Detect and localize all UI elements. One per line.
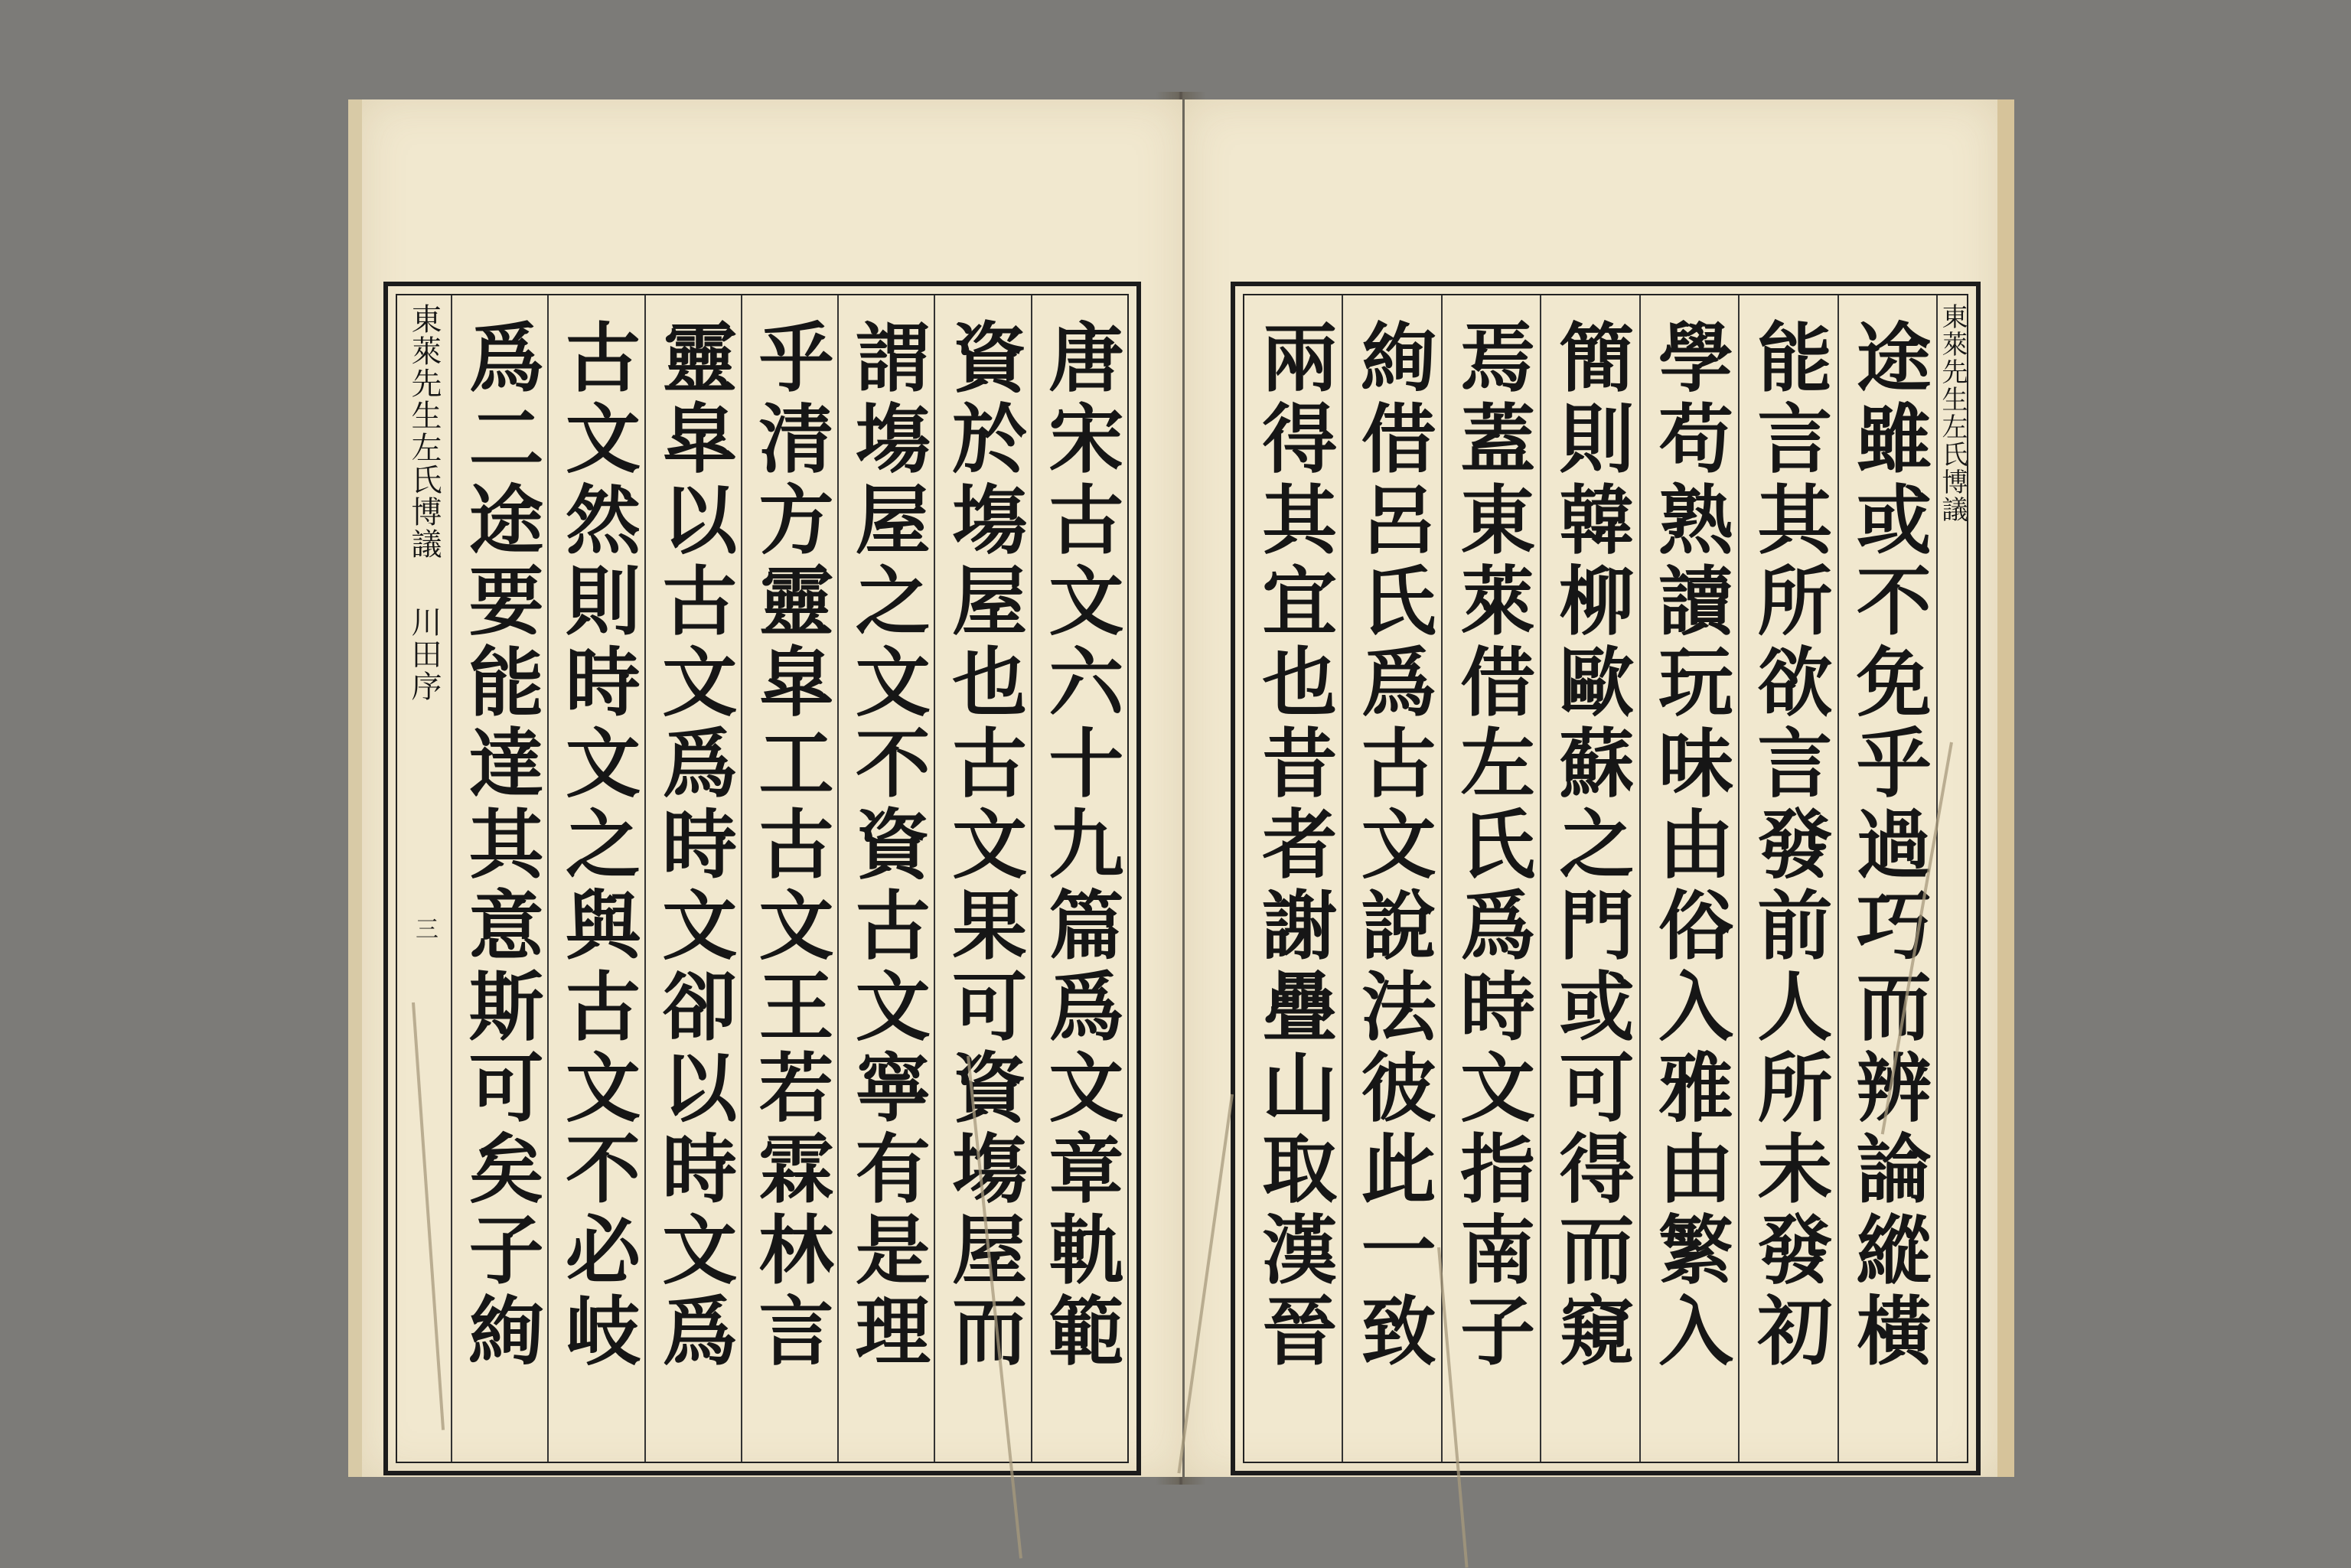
left-column-6 (547, 295, 644, 1462)
paper-crack (1177, 1094, 1234, 1474)
left-column-1 (1031, 295, 1127, 1462)
right-page (1185, 99, 2014, 1477)
left-column-3 (837, 295, 934, 1462)
column-text: 謂塲屋之文不資古文寧有是理 (843, 318, 931, 1373)
right-text-frame (1231, 282, 1981, 1475)
column-text: 焉蓋東萊借左氏爲時文指南子 (1447, 318, 1536, 1373)
leaf-number: 三 (411, 917, 439, 946)
column-text: 乎清方靈皐工古文王若霖林言 (746, 318, 835, 1373)
left-page (348, 99, 1182, 1477)
right-column-2 (1738, 295, 1837, 1462)
column-text: 唐宋古文六十九篇爲文章軌範 (1035, 318, 1124, 1373)
right-margin-column (1936, 295, 1967, 1462)
column-text: 兩得其宜也昔者謝疊山取漢晉 (1249, 318, 1338, 1373)
right-column-3 (1639, 295, 1738, 1462)
column-text: 絢借呂氏爲古文說法彼此一致 (1348, 318, 1437, 1373)
right-column-5 (1441, 295, 1540, 1462)
left-column-2 (934, 295, 1030, 1462)
right-column-6 (1342, 295, 1440, 1462)
margin-title: 東萊先生左氏博議 (1937, 303, 1968, 523)
column-text: 簡則韓柳歐蘇之門或可得而窺 (1547, 318, 1635, 1373)
column-text: 學苟熟讀玩味由俗入雅由繁入 (1645, 318, 1734, 1373)
left-column-4 (741, 295, 837, 1462)
right-column-grid (1243, 294, 1968, 1463)
column-text: 途雖或不免乎過巧而辨論縱橫 (1844, 318, 1932, 1373)
left-column-5 (644, 295, 741, 1462)
margin-label: 川田序 (406, 606, 442, 703)
column-text: 爲二途要能達其意斯可矣子絢 (456, 318, 545, 1373)
right-column-7 (1244, 295, 1342, 1462)
column-text: 靈皐以古文爲時文卻以時文爲 (649, 318, 738, 1373)
margin-title: 東萊先生左氏博議 (406, 303, 442, 560)
column-text: 能言其所欲言發前人所未發初 (1744, 318, 1833, 1373)
column-text: 古文然則時文之與古文不必岐 (553, 318, 641, 1373)
left-column-7 (451, 295, 547, 1462)
left-text-frame (383, 282, 1141, 1475)
left-column-grid (396, 294, 1129, 1463)
right-column-1 (1837, 295, 1936, 1462)
right-column-4 (1540, 295, 1639, 1462)
column-text: 資於塲屋也古文果可資塲屋而 (939, 318, 1028, 1373)
left-margin-column (397, 295, 451, 1462)
